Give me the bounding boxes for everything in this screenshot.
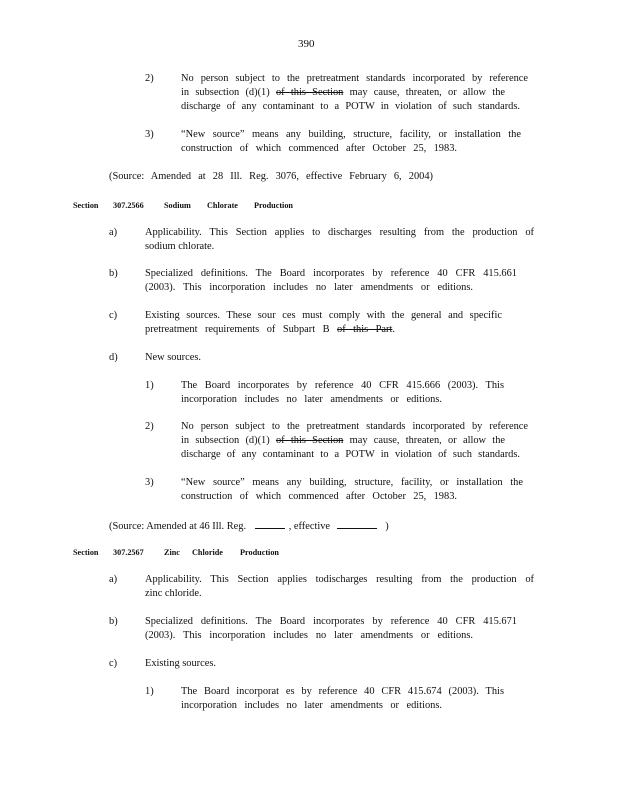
subsection-label: c) (109, 658, 118, 669)
section-title: Chloride (192, 548, 223, 557)
section-title: Zinc (164, 548, 180, 557)
subsection-label: a) (109, 574, 118, 585)
paragraph-line: Applicability. This Section applies to discharges resulting from the production of (145, 227, 534, 238)
section-number: 307.2566 (113, 201, 144, 210)
source-note: (Source: Amended at 28 Ill. Reg. 3076, effective February 6, 2004) (109, 171, 433, 182)
paragraph-line: incorporation includes no later amendments or editions. (181, 700, 442, 711)
paragraph-line: The Board incorporates by reference 40 CFR 415.666 (2003). This (181, 380, 504, 391)
paragraph-line: discharge of any contaminant to a POTW in violation of such standards. (181, 449, 520, 460)
paragraph-line: Specialized definitions. The Board incorporates by reference 40 CFR 415.661 (145, 268, 517, 279)
section-word: Section (73, 201, 99, 210)
subsection-label: c) (109, 310, 118, 321)
paragraph-line: No person subject to the pretreatment standards incorporated by reference (181, 73, 528, 84)
paragraph-line: Specialized definitions. The Board incorporates by reference 40 CFR 415.671 (145, 616, 517, 627)
paragraph-line: Applicability. This Section applies todischarges resulting from the production of (145, 574, 534, 585)
item-label: 2) (145, 421, 154, 432)
paragraph-line: (2003). This incorporation includes no later amendments or editions. (145, 282, 473, 293)
section-title: Production (240, 548, 279, 557)
blank-effective-date (337, 518, 377, 529)
paragraph-line: pretreatment requirements of Subpart B of this Part. (145, 324, 395, 335)
struck-text: of this Part (337, 324, 393, 335)
paragraph-line: construction of which commenced after October 25, 1983. (181, 143, 457, 154)
item-label: 1) (145, 380, 154, 391)
paragraph-line: construction of which commenced after October 25, 1983. (181, 491, 457, 502)
struck-text: of this Section (275, 435, 344, 446)
paragraph-line: zinc chloride. (145, 588, 202, 599)
section-number: 307.2567 (113, 548, 144, 557)
item-label: 3) (145, 477, 154, 488)
paragraph-line: “New source” means any building, structure, facility, or installation the (181, 477, 523, 488)
paragraph-line: No person subject to the pretreatment standards incorporated by reference (181, 421, 528, 432)
section-title: Chlorate (207, 201, 238, 210)
blank-register-volume (255, 518, 285, 529)
paragraph-line: Existing sources. These sour ces must comply with the general and specific (145, 310, 502, 321)
item-label: 2) (145, 73, 154, 84)
paragraph-line: New sources. (145, 352, 201, 363)
subsection-label: d) (109, 352, 118, 363)
paragraph-line: incorporation includes no later amendments or editions. (181, 394, 442, 405)
paragraph-line: discharge of any contaminant to a POTW in violation of such standards. (181, 101, 520, 112)
subsection-label: b) (109, 268, 118, 279)
paragraph-line: in subsection (d)(1) of this Section may cause, threaten, or allow the (181, 87, 505, 98)
paragraph-line: sodium chlorate. (145, 241, 215, 252)
source-note: (Source: Amended at 46 Ill. Reg. , effective ) (109, 518, 389, 534)
section-title: Sodium (164, 201, 191, 210)
section-word: Section (73, 548, 99, 557)
subsection-label: b) (109, 616, 118, 627)
item-label: 1) (145, 686, 154, 697)
struck-text: of this Section (275, 87, 344, 98)
paragraph-line: The Board incorporat es by reference 40 CFR 415.674 (2003). This (181, 686, 504, 697)
page-number: 390 (298, 38, 315, 50)
subsection-label: a) (109, 227, 118, 238)
section-title: Production (254, 201, 293, 210)
paragraph-line: Existing sources. (145, 658, 216, 669)
item-label: 3) (145, 129, 154, 140)
paragraph-line: in subsection (d)(1) of this Section may cause, threaten, or allow the (181, 435, 505, 446)
paragraph-line: (2003). This incorporation includes no later amendments or editions. (145, 630, 473, 641)
paragraph-line: “New source” means any building, structure, facility, or installation the (181, 129, 521, 140)
